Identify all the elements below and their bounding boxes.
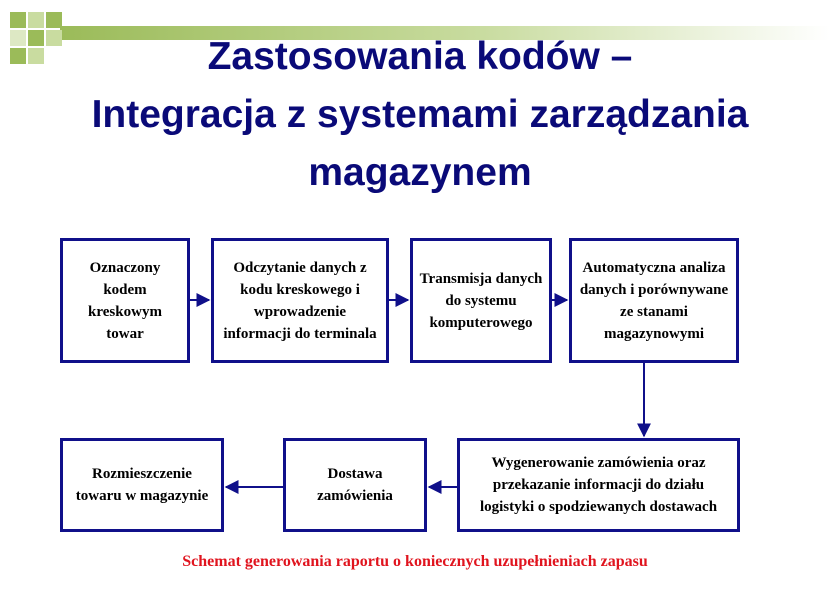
title-line-2: Integracja z systemami zarządzania [91,93,749,136]
box-generate-order: Wygenerowanie zamówienia oraz przekazanie informacji do działu logistyki o spodziewanych dostawach [457,438,740,532]
box-transmission: Transmisja danych do systemu komputerowego [410,238,552,363]
box-delivery: Dostawa zamówienia [283,438,427,532]
title-line-1: Zastosowania kodów – [207,35,633,78]
slide-title [20,28,820,202]
box-automatic-analysis: Automatyczna analiza danych i porównywane ze stanami magazynowymi [569,238,739,363]
box-placement: Rozmieszczenie towaru w magazynie [60,438,224,532]
title-line-3: magazynem [308,151,532,194]
diagram-caption: Schemat generowania raportu o koniecznych uzupełnieniach zapasu [182,553,648,570]
box-marked-goods: Oznaczony kodem kreskowym towar [60,238,190,363]
box-read-barcode: Odczytanie danych z kodu kreskowego i wprowadzenie informacji do terminala [211,238,389,363]
